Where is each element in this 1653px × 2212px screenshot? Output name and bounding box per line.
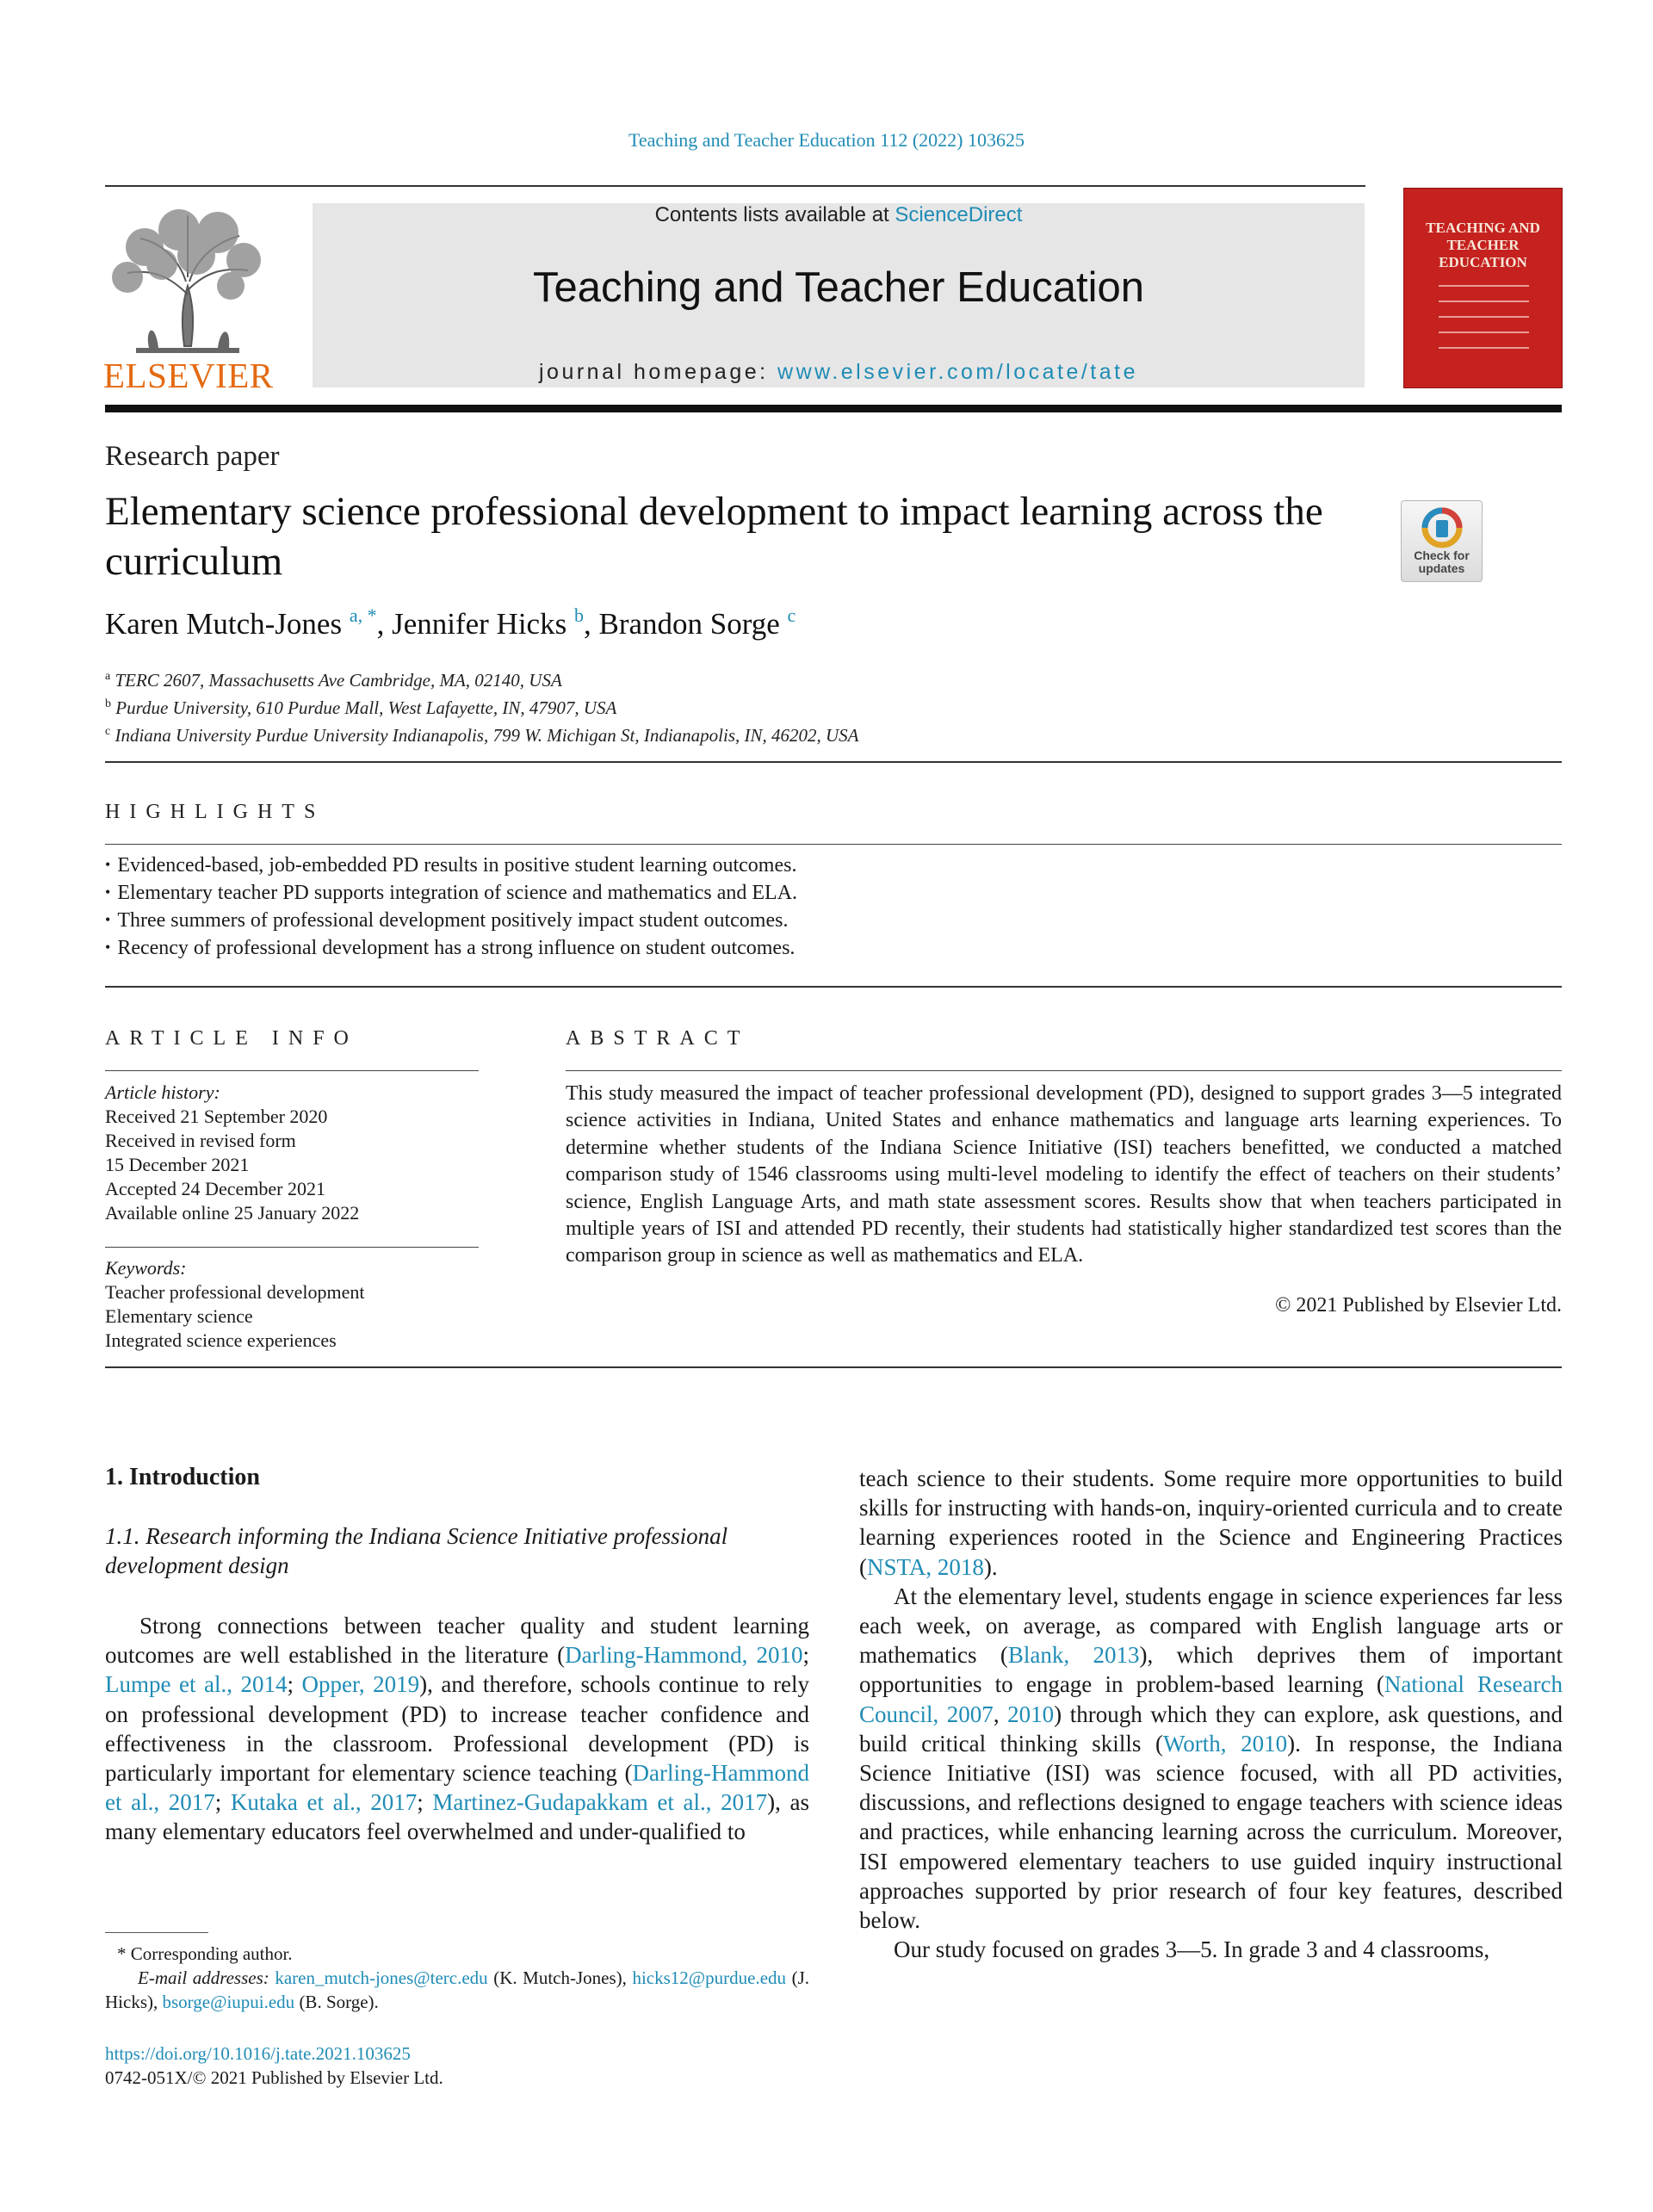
history-line: Received 21 September 2020: [105, 1106, 328, 1127]
abstract-text: This study measured the impact of teacher professional development (PD), designed to support grades 3—5 integrated science activities in Indiana, United States and enhance mathematics and language arts learning experiences. To determine whether students of the Indiana Science Initiative (ISI) teachers benefitted, we conducted a matched comparison study of 1546 classrooms using multi-level modeling to identify the effect of teachers on their students’ science, English Language Arts, and math state assessment scores. Results show that when teachers participated in multiple years of ISI and attended PD recently, their students had statistically higher standardized test scores than the comparison group in science as well as mathematics and ELA.: [566, 1082, 1562, 1267]
divider: [105, 844, 1562, 845]
author-name[interactable]: Jennifer Hicks: [392, 607, 567, 641]
email-addresses: [105, 1966, 809, 2014]
email-link[interactable]: bsorge@iupui.edu: [162, 1992, 295, 2012]
keyword: Elementary science: [105, 1305, 253, 1327]
highlight-item: • Recency of professional development has a strong influence on student outcomes.: [105, 935, 797, 963]
article-type: Research paper: [105, 441, 280, 472]
journal-homepage-link[interactable]: www.elsevier.com/locate/tate: [777, 360, 1139, 384]
divider: [566, 1070, 1562, 1071]
email-link[interactable]: karen_mutch-jones@terc.edu: [275, 1967, 488, 1988]
affiliation-text: TERC 2607, Massachusetts Ave Cambridge, MA, 02140, USA: [115, 670, 562, 691]
citation-link[interactable]: Opper, 2019: [301, 1671, 420, 1698]
affiliation-text: Indiana University Purdue University Indianapolis, 799 W. Michigan St, Indianapolis, IN, 46202, USA: [115, 725, 859, 746]
check-updates-label: Check for updates: [1414, 548, 1470, 575]
abstract-copyright: © 2021 Published by Elsevier Ltd.: [1275, 1294, 1562, 1317]
history-label: Article history:: [105, 1081, 220, 1103]
affiliation-item: [105, 665, 859, 692]
body-paragraph: teach science to their students. Some require more opportunities to build skills for instructing with hands-on, inquiry-oriented curricula and to create learning experiences rooted in the Science and Engineering Practices (NSTA, 2018).: [859, 1465, 1563, 1580]
journal-title: Teaching and Teacher Education: [532, 264, 1145, 311]
affiliation-text: Purdue University, 610 Purdue Mall, West Lafayette, IN, 47907, USA: [115, 697, 617, 718]
citation-link[interactable]: National Research Council, 2007: [859, 1671, 1563, 1727]
subsection-heading: 1.1. Research informing the Indiana Science Initiative professional development design: [105, 1523, 728, 1578]
email-owner: (K. Mutch-Jones),: [487, 1967, 633, 1988]
email-owner: (B. Sorge).: [294, 1992, 379, 2012]
citation-link[interactable]: Kutaka et al., 2017: [230, 1789, 418, 1816]
author-name[interactable]: Karen Mutch-Jones: [105, 607, 343, 641]
affiliations: [105, 665, 859, 747]
email-owner: (J. Hicks),: [105, 1967, 810, 2012]
homepage-prefix: journal homepage:: [538, 360, 778, 384]
highlight-item: • Evidenced-based, job-embedded PD results in positive student learning outcomes.: [105, 852, 797, 880]
affiliation-item: [105, 720, 859, 747]
affiliation-mark: c: [105, 725, 111, 738]
article-info-heading: ARTICLE INFO: [105, 1027, 358, 1050]
top-rule: [105, 185, 1365, 187]
elsevier-wordmark: ELSEVIER: [103, 356, 274, 395]
affiliation-item: [105, 692, 859, 720]
highlight-item: • Elementary teacher PD supports integration of science and mathematics and ELA.: [105, 880, 797, 908]
section-heading-introduction: 1. Introduction: [105, 1464, 260, 1490]
doi-block: [105, 2042, 443, 2090]
history-line: Accepted 24 December 2021: [105, 1178, 325, 1199]
issn-line: 0742-051X/© 2021 Published by Elsevier Ltd.: [105, 2067, 443, 2088]
author-marks[interactable]: b: [573, 604, 584, 626]
citation-link[interactable]: 2010: [1007, 1701, 1055, 1727]
author-marks[interactable]: c: [787, 604, 796, 626]
doi-link[interactable]: https://doi.org/10.1016/j.tate.2021.103625: [105, 2043, 411, 2064]
author-marks[interactable]: a, *: [349, 604, 377, 626]
body-paragraph: Strong connections between teacher quality and student learning outcomes are well established in the literature (Darling-Hammond, 2010; Lumpe et al., 2014; Opper, 2019), and therefore, schools continue to rely on professional development (PD) to increase teacher confidence and effectiveness in the classroom. Professional development (PD) is particularly important for elementary science teaching (Darling-Hammond et al., 2017; Kutaka et al., 2017; Martinez-Gudapakkam et al., 2017), as many elementary educators feel overwhelmed and under-qualified to: [105, 1613, 810, 1845]
highlights-heading: HIGHLIGHTS: [105, 801, 325, 823]
divider: [105, 1070, 479, 1071]
sciencedirect-link[interactable]: ScienceDirect: [895, 203, 1023, 226]
body-paragraph: Our study focused on grades 3—5. In grade 3 and 4 classrooms,: [894, 1936, 1490, 1963]
header-thick-rule: [105, 405, 1562, 412]
citation-link[interactable]: NSTA, 2018: [867, 1553, 984, 1580]
divider: [105, 1366, 1562, 1368]
citation-link[interactable]: Blank, 2013: [1007, 1642, 1140, 1669]
highlights-list: [105, 852, 797, 963]
citation-link[interactable]: Martinez-Gudapakkam et al., 2017: [432, 1789, 768, 1816]
citation-link[interactable]: Darling-Hammond, 2010: [565, 1642, 803, 1669]
keyword: Teacher professional development: [105, 1281, 365, 1303]
author-list: Karen Mutch-Jones $^{a, *}$, Jennifer Hicks $^b$, Brandon Sorge $^c$: [105, 604, 796, 641]
cover-line: [1439, 301, 1529, 302]
history-line: Available online 25 January 2022: [105, 1202, 360, 1224]
affiliation-mark: a: [105, 670, 111, 683]
body-paragraph: At the elementary level, students engage in science experiences far less each week, on average, as compared with English language arts or mathematics (Blank, 2013), which deprives them of important opportunities to engage in problem-based learning (National Research Council, 2007, 2010) through which they can explore, ask questions, and build critical thinking skills (Worth, 2010). In response, the Indiana Science Initiative (ISI) was science focused, with all PD activities, discussions, and reflections designed to engage teachers with science ideas and practices, while enhancing learning across the curriculum. Moreover, ISI empowered elementary teachers to use guided inquiry instructional approaches supported by prior research of four key features, described below.: [859, 1583, 1563, 1934]
article-info-block: [105, 1081, 479, 1353]
keywords-label: Keywords:: [105, 1257, 187, 1279]
check-for-updates-button[interactable]: [1401, 500, 1483, 582]
citation-link[interactable]: Darling-Hammond et al., 2017: [105, 1760, 809, 1816]
cover-line: [1439, 285, 1529, 287]
abstract-heading: ABSTRACT: [566, 1027, 750, 1050]
cover-title: TEACHING AND TEACHER EDUCATION: [1426, 220, 1540, 270]
journal-cover-thumbnail[interactable]: [1403, 188, 1563, 388]
history-line: Received in revised form: [105, 1130, 296, 1151]
corresponding-author-note: * Corresponding author.: [117, 1943, 293, 1964]
author-name[interactable]: Brandon Sorge: [598, 607, 780, 641]
article-title: Elementary science professional development to impact learning across the curriculum: [105, 489, 1323, 584]
citation-link[interactable]: Lumpe et al., 2014: [105, 1671, 288, 1698]
contents-prefix: Contents lists available at: [654, 203, 895, 226]
check-updates-icon: [1421, 506, 1464, 549]
history-line: 15 December 2021: [105, 1154, 250, 1175]
divider: [105, 1225, 479, 1248]
journal-citation-link[interactable]: Teaching and Teacher Education 112 (2022) 103625: [628, 129, 1025, 151]
cover-line: [1439, 347, 1529, 349]
cover-line: [1439, 316, 1529, 318]
divider: [105, 986, 1562, 988]
footnote-rule: [105, 1932, 208, 1933]
citation-link[interactable]: Worth, 2010: [1162, 1730, 1288, 1757]
journal-homepage-line: [313, 360, 1365, 385]
contents-line: [313, 203, 1365, 227]
keyword: Integrated science experiences: [105, 1329, 337, 1351]
body-right-column: [859, 1464, 1563, 1964]
cover-line: [1439, 331, 1529, 333]
footnote: [105, 1942, 809, 2014]
divider: [105, 761, 1562, 763]
affiliation-mark: b: [105, 697, 111, 710]
email-label: E-mail addresses:: [138, 1967, 276, 1988]
highlight-item: • Three summers of professional development positively impact student outcomes.: [105, 908, 797, 935]
email-link[interactable]: hicks12@purdue.edu: [632, 1967, 787, 1988]
